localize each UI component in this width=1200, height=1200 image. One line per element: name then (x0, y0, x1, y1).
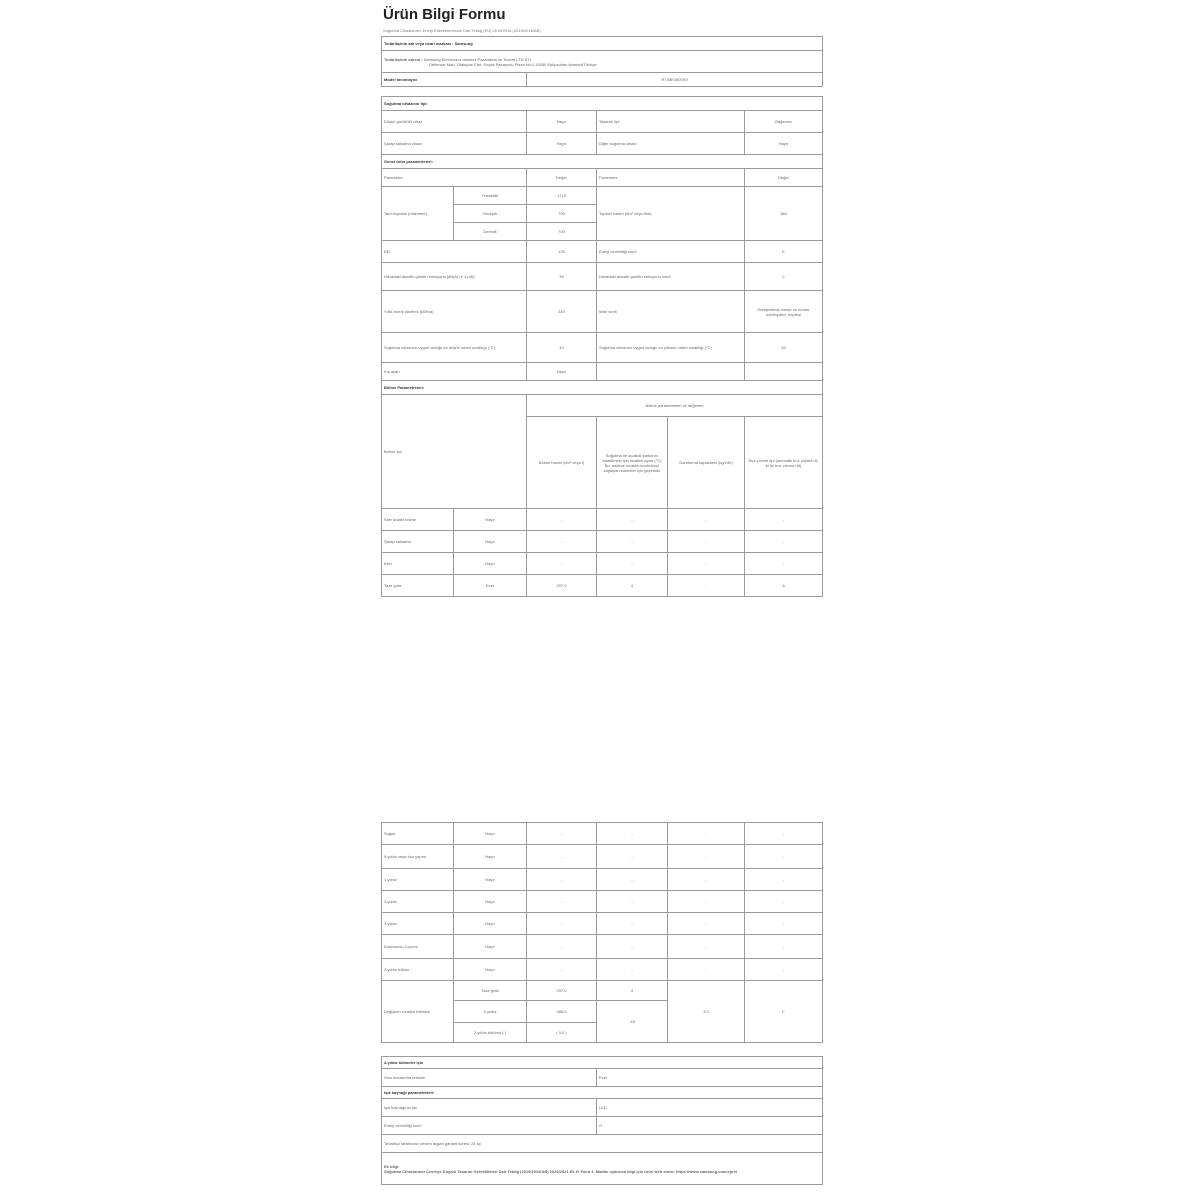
general-param-label: Enerji verimliliği sınıfı (597, 241, 745, 263)
form-title: Ürün Bilgi Formu (383, 6, 506, 23)
general-param-label (597, 363, 745, 381)
param-header-right: Parametre (597, 169, 745, 187)
compartment-table-continued (381, 822, 823, 1185)
param-header-left-value: Değer (527, 169, 597, 187)
param-header-left: Parametre (382, 169, 527, 187)
compartment-v2: - (597, 531, 668, 553)
compartment-v2: - (597, 845, 668, 869)
device-type-left-label: Şarap saklama cihazı (382, 133, 527, 155)
compartment-v2: - (597, 935, 668, 959)
compartment-v1: 297.0 (527, 575, 597, 597)
variable-row-v1: 086.0 (527, 1001, 597, 1023)
lamp-params-label: Işık kaynağı parametreleri: (382, 1087, 823, 1099)
device-type-left-value: Hayır (527, 111, 597, 133)
general-param-label: Havadaki akustik gürültü emisyonu [dB(A) re 1 pW] (382, 263, 527, 291)
compartment-params-label: Bölme Parametreleri: (382, 381, 823, 395)
compartment-v4: - (745, 891, 823, 913)
compartment-present: Hayır (454, 869, 527, 891)
form-page-1 (381, 0, 822, 597)
compartment-present: Hayır (454, 553, 527, 575)
compartment-v3: - (668, 913, 745, 935)
address-label: Tedarikçinin adresi : (384, 56, 423, 62)
compartment-v1: - (527, 531, 597, 553)
compartment-v2: - (597, 869, 668, 891)
footer-info (382, 1153, 823, 1185)
general-param-label: Havadaki akustik gürültü emisyonu sınıfı (597, 263, 745, 291)
address-line-2: Defterdar Mah. Otakçılar Cad. Soyak Pazaryolu Plaza No:1 34050 Eyüpsultan İstanbul/Türkiye (429, 61, 597, 67)
compartment-col-temperature: Soğutma ve sıcaklık şartlarını tutabilmesi için sıcaklık ayarı (°C) Bu, sadece sıcaklık kontrolünü sağlayan bölmeler için geçerlidir (597, 417, 668, 509)
variable-v3: 3.0 (668, 981, 745, 1043)
lamp-param-value: G (597, 1117, 823, 1135)
compartment-v2: - (597, 823, 668, 845)
supplier-label: Tedarikçinin adı veya ticari markası : Samsung (382, 37, 823, 51)
device-type-left-label: Düşük gürültülü cihaz (382, 111, 527, 133)
fast-freeze-label: Hızlı dondurma tesisatı (382, 1069, 597, 1087)
compartment-v3: - (668, 575, 745, 597)
compartment-present: Hayır (454, 823, 527, 845)
compartment-name: 1-yıldız (382, 869, 454, 891)
compartment-v3: - (668, 823, 745, 845)
compartment-present: Hayır (454, 531, 527, 553)
compartment-type-header: Bölme tipi (382, 395, 527, 509)
compartment-v4: - (745, 531, 823, 553)
total-volume-value: 384 (745, 187, 823, 241)
compartment-v1: - (527, 959, 597, 981)
variable-v2-mid: -18 (597, 1001, 668, 1043)
compartment-v3: - (668, 869, 745, 891)
compartment-v2: - (597, 913, 668, 935)
general-param-value: E (745, 241, 823, 263)
compartment-v4: - (745, 913, 823, 935)
compartment-v4: - (745, 869, 823, 891)
product-info-table (381, 36, 823, 597)
compartment-v4: - (745, 935, 823, 959)
general-param-value (745, 363, 823, 381)
compartment-present: Hayır (454, 935, 527, 959)
general-param-value: 39 (527, 263, 597, 291)
compartment-col-defrost: Buz çözme tipi (otomatik buz çözme=A, el ile buz çözme=M) (745, 417, 823, 509)
total-volume-label: Toplam hacim (dm³ veya litre) (597, 187, 745, 241)
footer-title: Ek bilgi: (384, 1163, 400, 1169)
fast-freeze-value: Evet (597, 1069, 823, 1087)
compartment-v3: - (668, 845, 745, 869)
compartment-v3: - (668, 553, 745, 575)
compartment-v1: - (527, 913, 597, 935)
general-param-label: Soğutma cihazının uygun olduğu en düşük ortam sıcaklığı (°C) (382, 333, 527, 363)
variable-row-name: Taze gıda (454, 981, 527, 1001)
model-value: RT38K5500S9 (527, 73, 823, 87)
lamp-param-label: Enerji verimliliği sınıfı (382, 1117, 597, 1135)
compartment-name: Taze gıda (382, 575, 454, 597)
general-param-value: C (745, 263, 823, 291)
compartment-v2: - (597, 553, 668, 575)
general-param-value: Hayır (527, 363, 597, 381)
compartment-v1: - (527, 891, 597, 913)
compartment-name: 0-yıldız veya buz yapım (382, 845, 454, 869)
compartment-name: Dondurucu 4-yıldız (382, 935, 454, 959)
variable-v2-top: 4 (597, 981, 668, 1001)
compartment-v1: - (527, 509, 597, 531)
compartment-name: 2-yıldız (382, 891, 454, 913)
compartment-v1: - (527, 935, 597, 959)
device-type-right-label: Diğer soğutma cihazı (597, 133, 745, 155)
general-param-label: İklim sınıfı (597, 291, 745, 333)
compartment-name: Soğuk (382, 823, 454, 845)
compartment-v1: - (527, 845, 597, 869)
general-param-label: Kış ayarı (382, 363, 527, 381)
general-param-label: Yıllık enerji tüketimi (kWh/a) (382, 291, 527, 333)
warranty-note: Tedarikçi tarafından verilen asgari garanti süresi: 24 ay (382, 1135, 823, 1153)
compartment-v2: - (597, 891, 668, 913)
device-type-left-value: Hayır (527, 133, 597, 155)
compartment-v4: - (745, 509, 823, 531)
compartment-present: Hayır (454, 959, 527, 981)
form-subtitle: Soğutma Cihazlarının Enerji Etiketlenmesine Dair Tebliğ (EU) 2019/2016 (2019/2016/AB) (383, 28, 541, 33)
device-type-right-label: Tasarım tipi (597, 111, 745, 133)
compartment-present: Hayır (454, 845, 527, 869)
dimensions-label: Tam boyutlar (milimetre) (382, 187, 454, 241)
compartment-v2: 4 (597, 575, 668, 597)
compartment-present: Evet (454, 575, 527, 597)
variable-row-v1: 297.0 (527, 981, 597, 1001)
dimension-value: 700 (527, 205, 597, 223)
param-header-right-value: Değer (745, 169, 823, 187)
device-type-right-value: Bağımsız (745, 111, 823, 133)
general-params-label: Genel ürün parametreleri: (382, 155, 823, 169)
lamp-param-label: Işık kaynağının tipi (382, 1099, 597, 1117)
compartment-v4: A (745, 575, 823, 597)
compartment-v4: - (745, 823, 823, 845)
variable-row-name: 4-yıldız (454, 1001, 527, 1023)
device-type-label: Soğutma cihazının tipi: (382, 97, 823, 111)
variable-compartment-label: Değişken sıcaklık bölmesi (382, 981, 454, 1043)
compartment-v3: - (668, 935, 745, 959)
supplier-address (382, 51, 823, 73)
compartment-name: Şarap saklama (382, 531, 454, 553)
compartment-name: Kiler dolabı bölme (382, 509, 454, 531)
compartment-params-header: Bölme parametreleri ve değerleri (527, 395, 823, 417)
compartment-v3: - (668, 509, 745, 531)
compartment-present: Hayır (454, 509, 527, 531)
compartment-v4: - (745, 959, 823, 981)
lamp-param-value: LED (597, 1099, 823, 1117)
dimension-name: Derinlik (454, 223, 527, 241)
model-label: Model tanımlayıcı (382, 73, 527, 87)
compartment-v4: - (745, 845, 823, 869)
variable-row-name: 2-yıldız bölümü (-) (454, 1023, 527, 1043)
compartment-v4: - (745, 553, 823, 575)
compartment-v3: - (668, 959, 745, 981)
compartment-v1: - (527, 553, 597, 575)
general-param-value: 340 (527, 291, 597, 333)
variable-v4: F (745, 981, 823, 1043)
general-param-value: 10 (527, 333, 597, 363)
compartment-col-freezing: Dondurma kapasitesi (kg/24h) (668, 417, 745, 509)
variable-row-v1: ( 0.0 ) (527, 1023, 597, 1043)
general-param-value: Genişletilmiş ılıman ve ılıman, subtropikal, tropikal (745, 291, 823, 333)
form-page-2 (381, 822, 822, 1185)
general-param-value: 135 (527, 241, 597, 263)
general-param-value: 43 (745, 333, 823, 363)
compartment-v3: - (668, 531, 745, 553)
compartment-v2: - (597, 959, 668, 981)
compartment-name: 2-yıldız bölüm (382, 959, 454, 981)
general-param-label: Soğutma cihazının uygun olduğu en yüksek ortam sıcaklığı (°C) (597, 333, 745, 363)
compartment-v1: - (527, 823, 597, 845)
dimension-value: 700 (527, 223, 597, 241)
dimension-value: 1715 (527, 187, 597, 205)
address-line-1: Samsung Electronics Istanbul Pazarlama ve Ticaret LTD.ŞTİ. (423, 56, 532, 62)
compartment-name: 3-yıldız (382, 913, 454, 935)
four-star-label: 4-yıldız bölmeler için (382, 1057, 823, 1069)
general-param-label: EEI (382, 241, 527, 263)
footer-text: Soğutma Cihazlarının Çevreye Duyarlı Tasarım Gereklilikleri Dair Tebliğ (2019/2019/AB) 2020/2021 Ek IV Fıkra 4. Madde uyarınca bilgi için ürün web sitesi: https://www.samsung.com/eprel (384, 1168, 738, 1174)
device-type-right-value: Hayır (745, 133, 823, 155)
compartment-v1: - (527, 869, 597, 891)
compartment-v3: - (668, 891, 745, 913)
compartment-col-volume: Bölme hacmi (dm³ veya l) (527, 417, 597, 509)
compartment-present: Hayır (454, 913, 527, 935)
compartment-name: Kiler (382, 553, 454, 575)
dimension-name: Genişlik (454, 205, 527, 223)
compartment-v2: - (597, 509, 668, 531)
compartment-present: Hayır (454, 891, 527, 913)
dimension-name: Yükseklik (454, 187, 527, 205)
